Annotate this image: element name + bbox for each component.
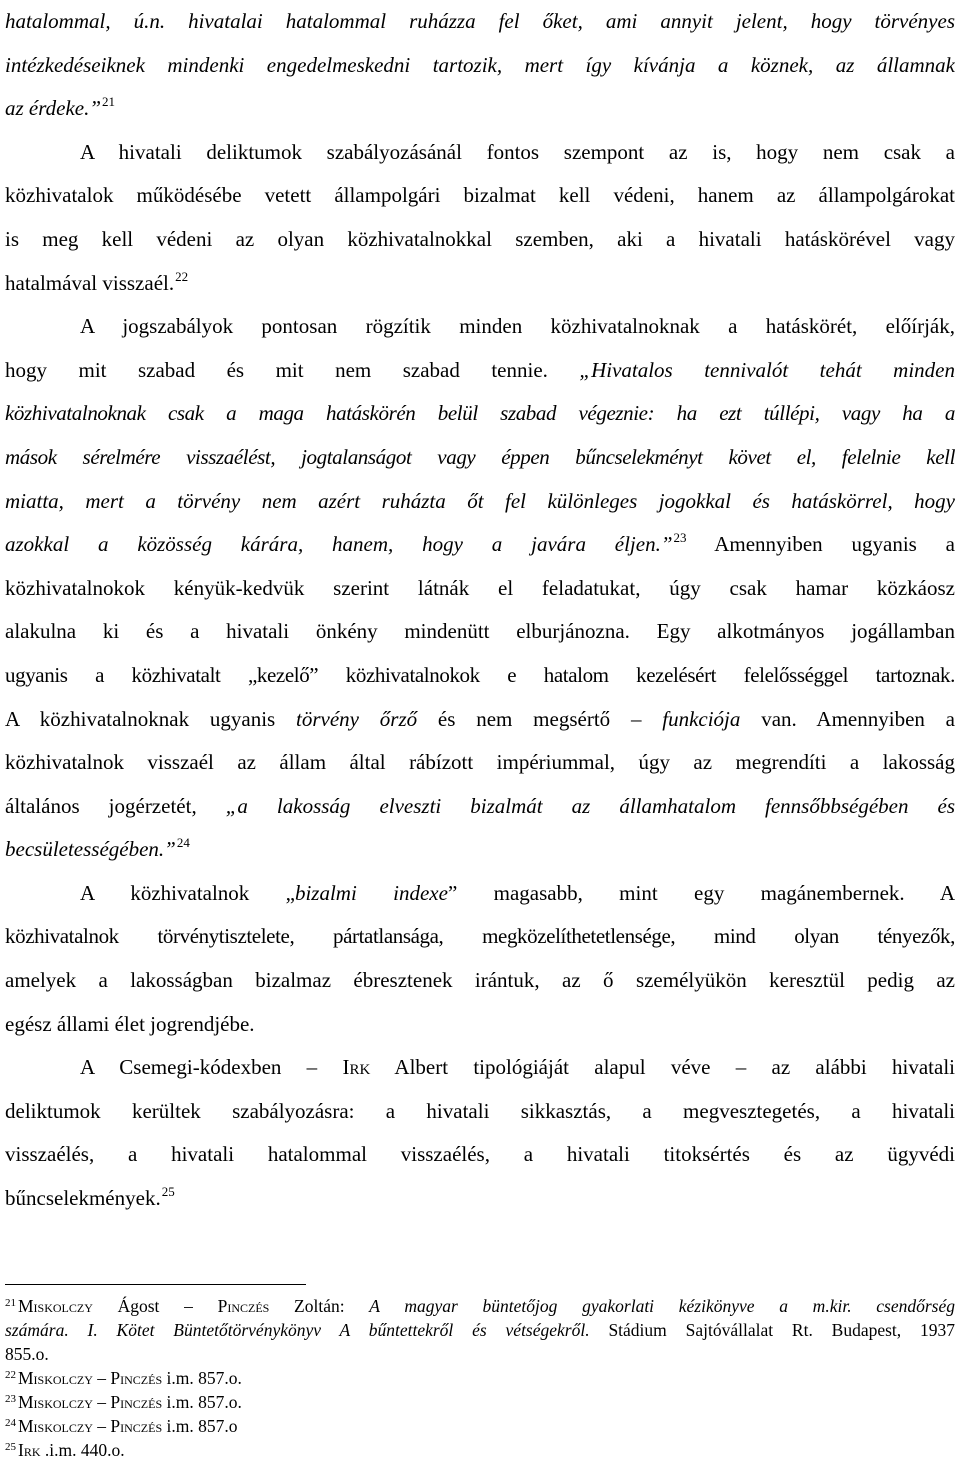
text-line: intézkedéseiknek mindenki engedelmeskedni tartozik, mert így kívánja a köznek, az államnak [5,52,955,77]
text-line: amelyek a lakosságban bizalmaz ébresztenek irántuk, az ő személyükön keresztül pedig az [5,968,955,993]
text-line: becsületességében.”$^{24}$ [5,835,190,862]
text-line: is meg kell védeni az olyan közhivatalnokkal szemben, aki a hivatali hatáskörével vagy [5,226,955,251]
body-text [5,0,955,1221]
footnote-ref-22[interactable]: 22 [175,268,189,284]
text-line: közhivatalok működésébe vetett állampolgári bizalmat kell védeni, hanem az állampolgárokat [5,183,955,208]
text-line: visszaélés, a hivatali hatalommal visszaélés, a hivatali titoksértés és az ügyvédi [5,1142,955,1167]
footnote-ref-21[interactable]: 21 [102,94,116,110]
footnotes [5,1294,955,1462]
footnote-24: $^{24}$ Miskolczy – Pinczés i.m. 857.o [5,1416,238,1436]
text-line: azokkal a közösség kárára, hanem, hogy a javára éljen.”$^{23}$ Amennyiben ugyanis a [5,530,955,557]
text-line: hatalmával visszaél.$^{22}$ [5,268,189,295]
footnote-ref-24[interactable]: 24 [176,835,190,851]
footnote-21-cont: számára. I. Kötet Büntetőtörvénykönyv A bűntettekről és vétségekről. Stádium Sajtóvállalat Rt. Budapest, 1937 [5,1320,955,1340]
footnote-separator [5,1284,306,1285]
footnote-23: $^{23}$ Miskolczy – Pinczés i.m. 857.o. [5,1392,242,1412]
text-line: közhivatalnok törvénytisztelete, pártatlansága, megközelíthetetlensége, mind olyan tényezők, [5,924,955,949]
text-line: mások sérelmére visszaélést, jogtalanságot vagy éppen bűncselekményt követ el, felelnie kell [5,444,955,469]
text-line: hogy mit szabad és mit nem szabad tennie. „Hivatalos tennivalót tehát minden [5,357,955,382]
text-line: ugyanis a közhivatalt „kezelő” közhivatalnokok e hatalom kezelésért felelősséggel tartoznak. [5,662,955,687]
text-line: A jogszabályok pontosan rögzítik minden közhivatalnoknak a hatáskörét, előírják, [80,314,955,339]
footnote-22: $^{22}$ Miskolczy – Pinczés i.m. 857.o. [5,1368,242,1388]
text-line: alakulna ki és a hivatali önkény mindenütt elburjánozna. Egy alkotmányos jogállamban [5,619,955,644]
text-line: A Csemegi-kódexben – Irk Albert tipológiáját alapul véve – az alábbi hivatali [80,1055,955,1080]
text-line: egész állami élet jogrendjébe. [5,1011,255,1036]
footnote-ref-25[interactable]: 25 [161,1184,175,1200]
footnote-21: $^{21}$ Miskolczy Ágost – Pinczés Zoltán: A magyar büntetőjog gyakorlati kézikönyve a m.kir. csendőrség [5,1296,955,1316]
text-line: deliktumok kerültek szabályozásra: a hivatali sikkasztás, a megvesztegetés, a hivatali [5,1098,955,1123]
text-line: közhivatalnokok kényük-kedvük szerint látnák el feladatukat, úgy csak hamar közkáosz [5,575,955,600]
text-line: általános jogérzetét, „a lakosság elveszti bizalmát az államhatalom fennsőbbségében és [5,793,955,818]
text-line: bűncselekmények.$^{25}$ [5,1184,175,1211]
text-line: A közhivatalnok „bizalmi indexe” magasabb, mint egy magánembernek. A [80,880,955,905]
footnote-21-end: 855.o. [5,1344,49,1364]
text-line: közhivatalnok visszaél az állam által rábízott impériummal, úgy az megrendíti a lakosság [5,750,955,775]
text-line: A hivatali deliktumok szabályozásánál fontos szempont az is, hogy nem csak a [80,139,955,164]
text-line: közhivatalnoknak csak a maga hatáskörén belül szabad végeznie: ha ezt túllépi, vagy ha a [5,401,955,426]
text-line: hatalommal, ú.n. hivatalai hatalommal ruházza fel őket, ami annyit jelent, hogy törvényes [5,9,955,33]
footnote-25: $^{25}$ Irk .i.m. 440.o. [5,1440,125,1460]
footnote-ref-23[interactable]: 23 [673,530,687,546]
text-line: az érdeke.”$^{21}$ [5,94,116,121]
text-line: miatta, mert a törvény nem azért ruházta őt fel különleges jogokkal és hatáskörrel, hogy [5,488,955,513]
text-line: A közhivatalnoknak ugyanis törvény őrző és nem megsértő – funkciója van. Amennyiben a [5,706,955,731]
